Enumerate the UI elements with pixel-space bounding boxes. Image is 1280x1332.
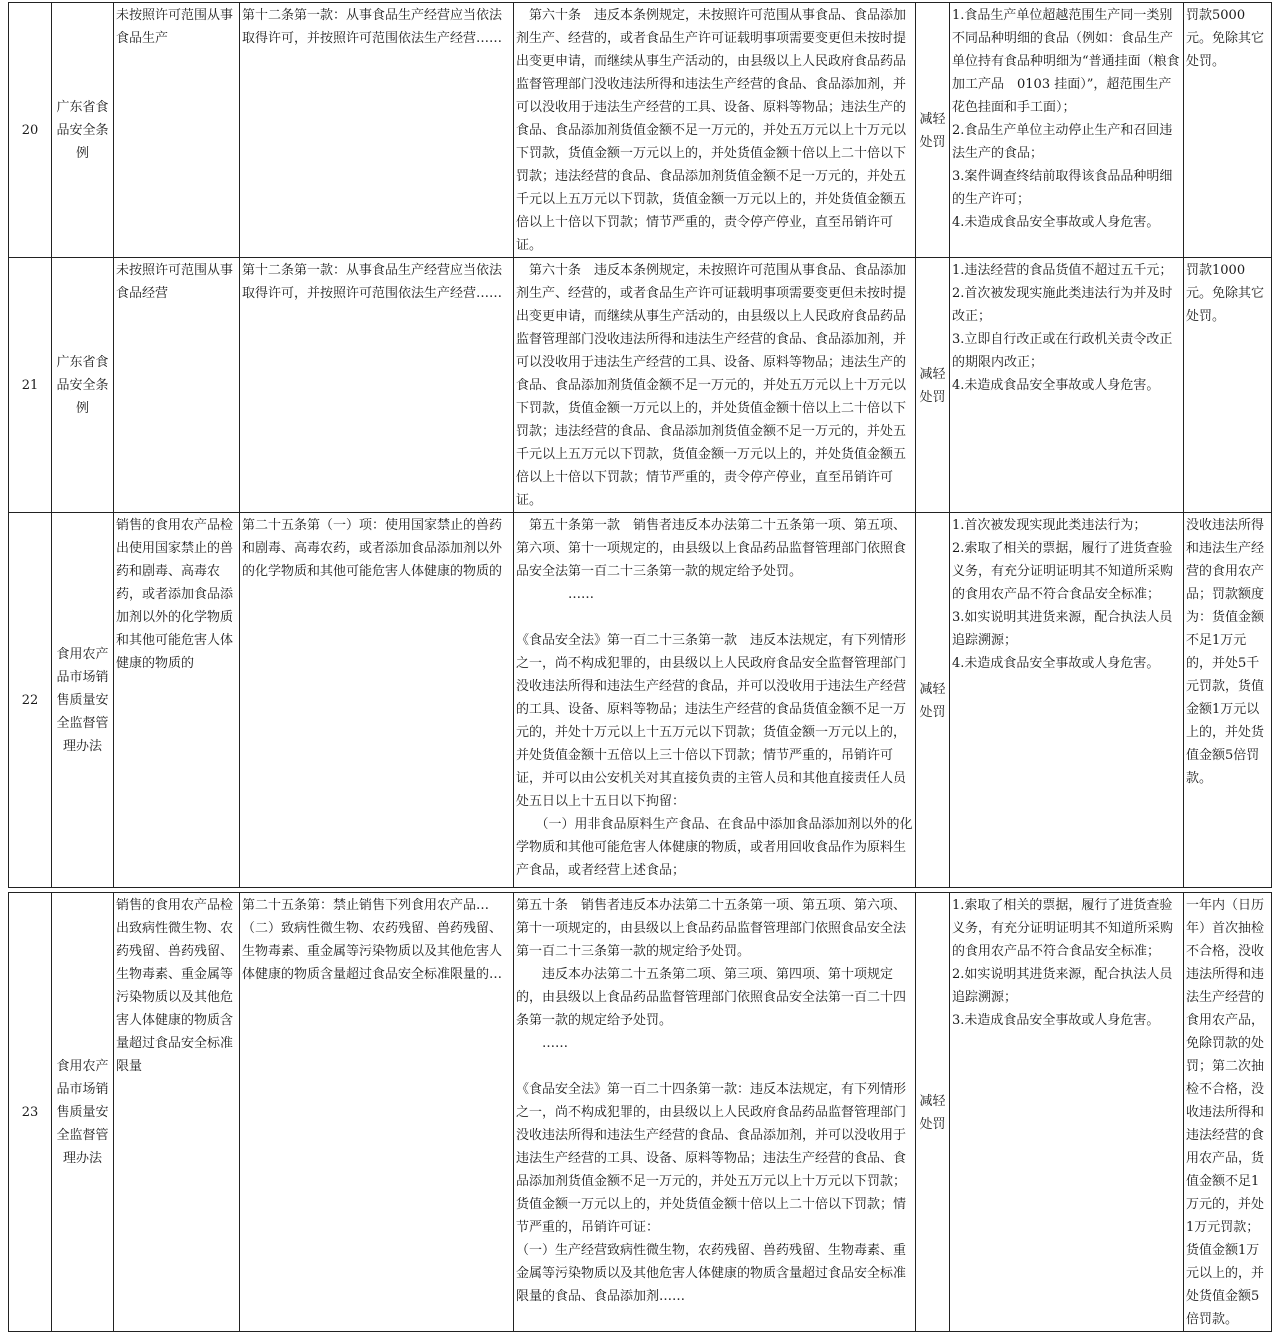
row-number: 20 — [9, 3, 52, 258]
violated-clause: 第十二条第一款：从事食品生产经营应当依法取得许可，并按照许可范围依法生产经营…… — [240, 258, 514, 513]
penalty-provision — [514, 3, 916, 258]
legal-basis: 食用农产品市场销售质量安全监督管理办法 — [52, 513, 114, 888]
penalty-provision — [514, 513, 916, 888]
penalty-result: 一年内（日历年）首次抽检不合格，没收违法所得和违法生产经营的食用农产品，免除罚款的处罚；第二次抽检不合格，没收违法所得和违法经营的食用农产品，货值金额不足1万元的，并处1万元罚款；货值金额1万元以上的，并处货值金额5倍罚款。 — [1184, 893, 1272, 1332]
violation-description: 销售的食用农产品检出致病性微生物、农药残留、兽药残留、生物毒素、重金属等污染物质以及其他危害人体健康的物质含量超过食品安全标准限量 — [114, 893, 240, 1332]
row-number: 21 — [9, 258, 52, 513]
penalty-standards-table — [8, 2, 1272, 1332]
penalty-text: 第五十条 销售者违反本办法第二十五条第一项、第五项、第六项、第十一项规定的，由县级以上食品药品监督管理部门依照食品安全法第一百二十三条第一款的规定给予处罚。 违反本办法第二十五条第二项、第三项、第四项、第十项规定的，由县级以上食品药品监督管理部门依照食品安全法第一百二十四条第一款的规定给予处罚。 …… 《食品安全法》第一百二十四条第一款：违反本法规定，有下列情形之一，尚不构成犯罪的，由县级以上人民政府食品药品监督管理部门没收违法所得和违法生产经营的食品、食品添加剂，并可以没收用于违法生产经营的工具、设备、原料等物品；违法生产经营的食品、食品添加剂货值金额不足一万元的，并处五万元以上十万元以下罚款；货值金额一万元以上的，并处货值金额十倍以上二十倍以下罚款；情节严重的，吊销许可证： （一）生产经营致病性微生物，农药残留、兽药残留、生物毒素、重金属等污染物质以及其他危害人体健康的物质含量超过食品安全标准限量的食品、食品添加剂…… — [516, 898, 907, 1304]
violated-clause: 第二十五条第：禁止销售下列食用农产品…（二）致病性微生物、农药残留、兽药残留、生物毒素、重金属等污染物质以及其他危害人体健康的物质含量超过食品安全标准限量的… — [240, 893, 514, 1332]
legal-basis: 食用农产品市场销售质量安全监督管理办法 — [52, 893, 114, 1332]
table-row — [9, 3, 1272, 258]
legal-basis: 广东省食品安全条例 — [52, 3, 114, 258]
penalty-text: 第六十条 违反本条例规定，未按照许可范围从事食品、食品添加剂生产、经营的，或者食品生产许可证载明事项需要变更但未按时提出变更申请，而继续从事生产活动的，由县级以上人民政府食品药品监督管理部门没收违法所得和违法生产经营的食品、食品添加剂，并可以没收用于违法生产经营的工具、设备、原料等物品；违法生产的食品、食品添加剂货值金额不足一万元的，并处五万元以上十万元以下罚款，货值金额一万元以上的，并处货值金额十倍以上二十倍以下罚款；违法经营的食品、食品添加剂货值金额不足一万元的，并处五千元以上五万元以下罚款，货值金额一万元以上的，并处货值金额五倍以上十倍以下罚款；情节严重的，责令停产停业，直至吊销许可证。 — [516, 8, 907, 253]
discretion-type: 减轻处罚 — [916, 893, 950, 1332]
violation-description: 未按照许可范围从事食品生产 — [114, 3, 240, 258]
penalty-result: 没收违法所得和违法生产经营的食用农产品；罚款额度为：货值金额不足1万元的，并处5千元罚款，货值金额1万元以上的，并处货值金额5倍罚款。 — [1184, 513, 1272, 888]
applicable-conditions — [950, 258, 1184, 513]
row-number: 23 — [9, 893, 52, 1332]
discretion-type: 减轻处罚 — [916, 513, 950, 888]
penalty-provision — [514, 893, 916, 1332]
conditions-text: 1.食品生产单位超越范围生产同一类别不同品种明细的食品（例如：食品生产单位持有食品种明细为“普通挂面（粮食加工产品 0103 挂面）”，超范围生产花色挂面和手工面）； 2.食品生产单位主动停止生产和召回违法生产的食品； 3.案件调查终结前取得该食品品种明细的生产许可； 4.未造成食品安全事故或人身危害。 — [952, 8, 1180, 230]
penalty-result: 罚款1000元。免除其它处罚。 — [1184, 258, 1272, 513]
violation-description: 销售的食用农产品检出使用国家禁止的兽药和剧毒、高毒农药，或者添加食品添加剂以外的化学物质和其他可能危害人体健康的物质的 — [114, 513, 240, 888]
row-number: 22 — [9, 513, 52, 888]
violation-description: 未按照许可范围从事食品经营 — [114, 258, 240, 513]
penalty-text: 第六十条 违反本条例规定，未按照许可范围从事食品、食品添加剂生产、经营的，或者食品生产许可证载明事项需要变更但未按时提出变更申请，而继续从事生产活动的，由县级以上人民政府食品药品监督管理部门没收违法所得和违法生产经营的食品、食品添加剂，并可以没收用于违法生产经营的工具、设备、原料等物品；违法生产的食品、食品添加剂货值金额不足一万元的，并处五万元以上十万元以下罚款，货值金额一万元以上的，并处货值金额十倍以上二十倍以下罚款；违法经营的食品、食品添加剂货值金额不足一万元的，并处五千元以上五万元以下罚款，货值金额一万元以上的，并处货值金额五倍以上十倍以下罚款；情节严重的，责令停产停业，直至吊销许可证。 — [516, 263, 907, 508]
discretion-type: 减轻处罚 — [916, 3, 950, 258]
penalty-text: 第五十条第一款 销售者违反本办法第二十五条第一项、第五项、第六项、第十一项规定的，由县级以上食品药品监督管理部门依照食品安全法第一百二十三条第一款的规定给予处罚。 …… 《食品安全法》第一百二十三条第一款 违反本法规定，有下列情形之一，尚不构成犯罪的，由县级以上人民政府食品安全监督管理部门没收违法所得和违法生产经营的食品，并可以没收用于违法生产经营的工具、设备、原料等物品；违法生产经营的食品货值金额不足一万元的，并处十万元以上十五万元以下罚款；货值金额一万元以上的，并处货值金额十五倍以上三十倍以下罚款；情节严重的，吊销许可证，并可以由公安机关对其直接负责的主管人员和其他直接责任人员处五日以上十五日以下拘留： （一）用非食品原料生产食品、在食品中添加食品添加剂以外的化学物质和其他可能危害人体健康的物质，或者用回收食品作为原料生产食品，或者经营上述食品； — [516, 518, 913, 878]
applicable-conditions — [950, 893, 1184, 1332]
conditions-text: 1.违法经营的食品货值不超过五千元； 2.首次被发现实施此类违法行为并及时改正； 3.立即自行改正或在行政机关责令改正的期限内改正； 4.未造成食品安全事故或人身危害。 — [952, 263, 1173, 393]
table-row — [9, 893, 1272, 1332]
table-row — [9, 258, 1272, 513]
applicable-conditions — [950, 3, 1184, 258]
violated-clause: 第二十五条第（一）项：使用国家禁止的兽药和剧毒、高毒农药，或者添加食品添加剂以外的化学物质和其他可能危害人体健康的物质的 — [240, 513, 514, 888]
applicable-conditions — [950, 513, 1184, 888]
penalty-provision — [514, 258, 916, 513]
penalty-table-page — [8, 2, 1272, 1332]
conditions-text: 1.首次被发现实现此类违法行为； 2.索取了相关的票据，履行了进货查验义务，有充分证明证明其不知道所采购的食用农产品不符合食品安全标准； 3.如实说明其进货来源，配合执法人员追踪溯源； 4.未造成食品安全事故或人身危害。 — [952, 518, 1174, 671]
legal-basis: 广东省食品安全条例 — [52, 258, 114, 513]
discretion-type: 减轻处罚 — [916, 258, 950, 513]
conditions-text: 1.索取了相关的票据，履行了进货查验义务，有充分证明证明其不知道所采购的食用农产品不符合食品安全标准； 2.如实说明其进货来源，配合执法人员追踪溯源； 3.未造成食品安全事故或人身危害。 — [952, 898, 1174, 1028]
table-row — [9, 513, 1272, 888]
penalty-result: 罚款5000元。免除其它处罚。 — [1184, 3, 1272, 258]
violated-clause: 第十二条第一款：从事食品生产经营应当依法取得许可，并按照许可范围依法生产经营…… — [240, 3, 514, 258]
